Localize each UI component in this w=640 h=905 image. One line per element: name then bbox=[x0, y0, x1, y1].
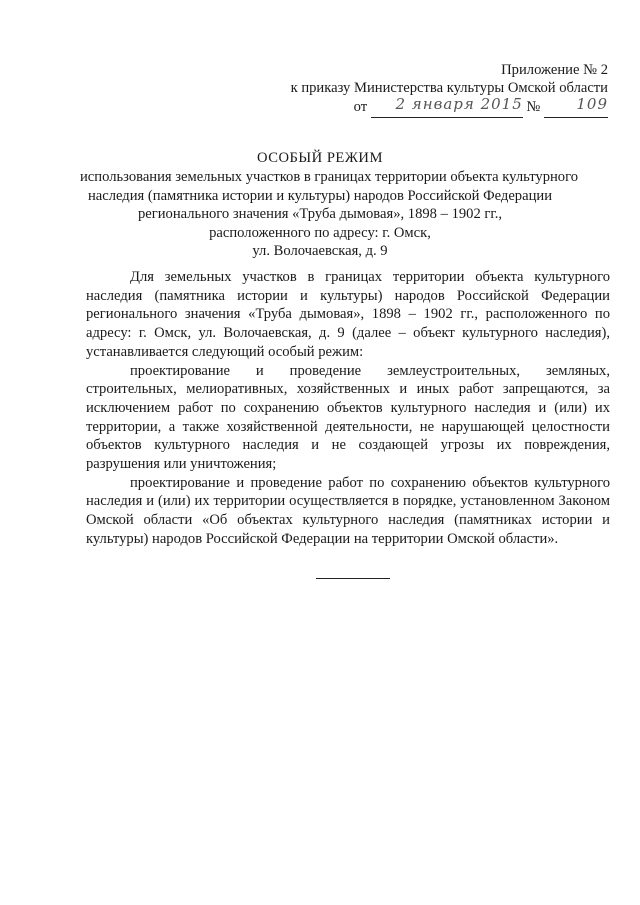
date-field bbox=[371, 97, 523, 116]
body-paragraph: Для земельных участков в границах территории объекта культурного наследия (памятника истории и культуры) народов Российской Федерации регионального значения «Труба дымовая», 1898 – 1902 гг., расположенного по адресу: г. Омск, ул. Волочаевская, д. 9 (далее – объект культурного наследия), устанавливается следующий особый режим: bbox=[86, 269, 610, 360]
date-prefix: от bbox=[353, 99, 368, 115]
handwritten-number: 109 bbox=[576, 95, 608, 113]
document-subtitle bbox=[80, 168, 579, 261]
handwritten-date: 2 января 2015 bbox=[395, 95, 523, 113]
body-paragraph: проектирование и проведение землеустроительных, земляных, строительных, мелиоративных, хозяйственных и иных работ запрещаются, за исключением работ по сохранению объектов культурного наследия и (или) их территории, а также хозяйственной деятельности, не нарушающей целостности объектов культурного наследия и не создающей угрозы их повреждения, разрушения или уничтожения; bbox=[86, 362, 610, 473]
end-separator bbox=[316, 578, 390, 579]
subtitle-line: наследия (памятника истории и культуры) народов Российской Федерации bbox=[87, 187, 553, 204]
body-paragraph: проектирование и проведение работ по сохранению объектов культурного наследия и (или) их территории осуществляется в порядке, установленном Законом Омской области «Об объектах культурного наследия (памятниках истории и культуры) народов Российской Федерации на территории Омской области». bbox=[86, 474, 610, 547]
appendix-order-reference: к приказу Министерства культуры Омской области bbox=[290, 80, 608, 96]
document-title: ОСОБЫЙ РЕЖИМ bbox=[257, 150, 383, 166]
number-field bbox=[544, 97, 608, 116]
appendix-number: Приложение № 2 bbox=[501, 62, 608, 78]
subtitle-line: регионального значения «Труба дымовая», 1898 – 1902 гг., bbox=[137, 206, 503, 222]
document-body bbox=[86, 268, 610, 549]
subtitle-line: использования земельных участков в границах территории объекта культурного bbox=[80, 169, 579, 185]
appendix-header bbox=[291, 61, 608, 116]
subtitle-line: ул. Волочаевская, д. 9 bbox=[252, 243, 388, 259]
number-prefix: № bbox=[526, 99, 541, 115]
subtitle-line: расположенного по адресу: г. Омск, bbox=[209, 224, 431, 241]
appendix-date-line bbox=[291, 97, 608, 116]
